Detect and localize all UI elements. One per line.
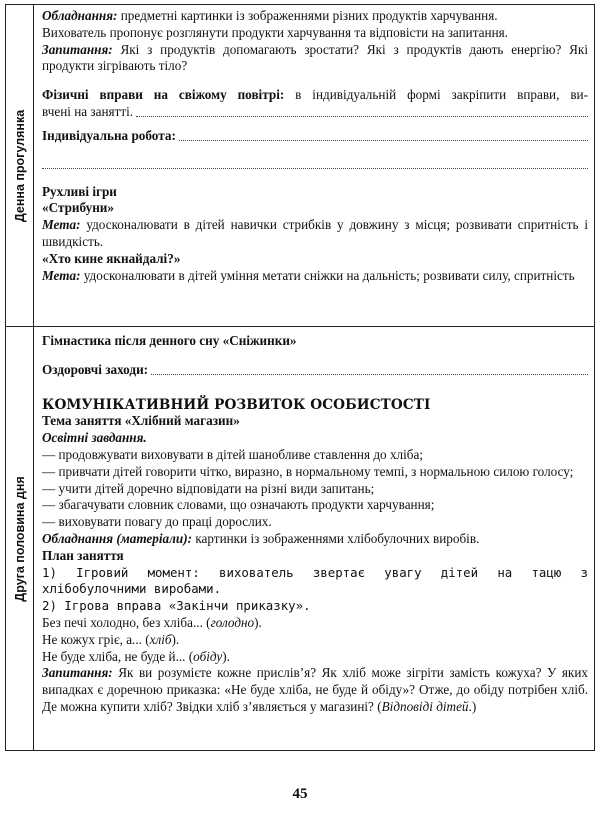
walk-individual-work: Індивідуальна робота:	[42, 128, 588, 145]
tasks-label: Освітні завдання.	[42, 430, 147, 446]
proverb-2: Не кожух гріє, а... (хліб).	[42, 631, 180, 647]
task-item: — збагачувати словник словами, що означають продукти харчування;	[42, 497, 435, 513]
afternoon-content	[34, 327, 595, 751]
walk-games-heading: Рухливі ігри	[42, 183, 117, 199]
task-item: — привчати дітей говорити чітко, виразно, в нормальному темпі, з нормальною силою голосу;	[42, 463, 574, 479]
game2-title: «Хто кине якнайдалі?»	[42, 250, 181, 266]
proverb-3: Не буде хліба, не буде й... (обіду).	[42, 648, 230, 664]
task-item: — учити дітей доречно відповідати на різні види запитань;	[42, 480, 375, 496]
walk-side-cell	[6, 5, 34, 327]
task-item: — продовжувати виховувати в дітей шанобливе ставлення до хліба;	[42, 446, 424, 462]
plan-heading: План заняття	[42, 547, 124, 563]
game1-goal: Мета: удосконалювати в дітей навички стрибків у довжину з місця; розвивати спритність і швидкість.	[42, 217, 588, 249]
afternoon-side-cell	[6, 327, 34, 751]
walk-side-label: Денна прогулянка	[12, 109, 27, 222]
task-item: — виховувати повагу до праці дорослих.	[42, 514, 272, 530]
walk-exercises-line: вчені на занятті.	[42, 104, 588, 121]
lesson-materials: Обладнання (матеріали): картинки із зображеннями хлібобулочних виробів.	[42, 530, 480, 546]
walk-teacher-text: Вихователь пропонує розглянути продукти харчування та відповісти на запитання.	[42, 24, 508, 40]
health-measures: Оздоровчі заходи:	[42, 362, 588, 379]
plan-step-2: 2) Ігрова вправа «Закінчи приказку».	[42, 598, 311, 614]
gymnastics-line: Гімнастика після денного сну «Сніжинки»	[42, 333, 297, 348]
walk-content	[34, 5, 595, 327]
proverb-1: Без печі холодно, без хліба... (голодно).	[42, 614, 262, 630]
walk-blank-line	[42, 152, 588, 169]
afternoon-side-label: Друга половина дня	[12, 475, 27, 602]
walk-row	[6, 5, 595, 327]
final-questions: Запитання: Як ви розумієте кожне прислів’я? Як хліб може зігріти замість кожуха? У яких випадках є доречною приказка: «Не буде хліба, не буде й обіду»? Отже, до обіду потрібен хліб. Де можна купити хліб? Звідки хліб з’являється у магазині? (Відповіді дітей.)	[42, 665, 588, 714]
lesson-plan-table	[5, 4, 595, 751]
game2-goal: Мета: удосконалювати в дітей уміння метати сніжки на дальність; розвивати силу, спритність	[42, 267, 575, 283]
game1-title: «Стрибуни»	[42, 200, 114, 216]
page-number: 45	[292, 786, 308, 802]
plan-step-1: 1) Ігровий момент: вихователь звертає увагу дітей на тацю з хлібобулочними виробами.	[42, 564, 588, 597]
walk-equipment: Обладнання: предметні картинки із зображеннями різних продуктів харчування.	[42, 8, 498, 23]
section-title: КОМУНІКАТИВНИЙ РОЗВИТОК ОСОБИСТОСТІ	[42, 396, 431, 413]
walk-exercises: Фізичні вправи на свіжому повітрі: в індивідуальній формі закріпити вправи, ви-	[42, 87, 588, 103]
afternoon-row	[6, 327, 595, 751]
walk-questions: Запитання: Які з продуктів допомагають зростати? Які з продуктів дають енергію? Які продукти зігрівають тіло?	[42, 41, 588, 74]
lesson-topic: Тема заняття «Хлібний магазин»	[42, 413, 240, 429]
